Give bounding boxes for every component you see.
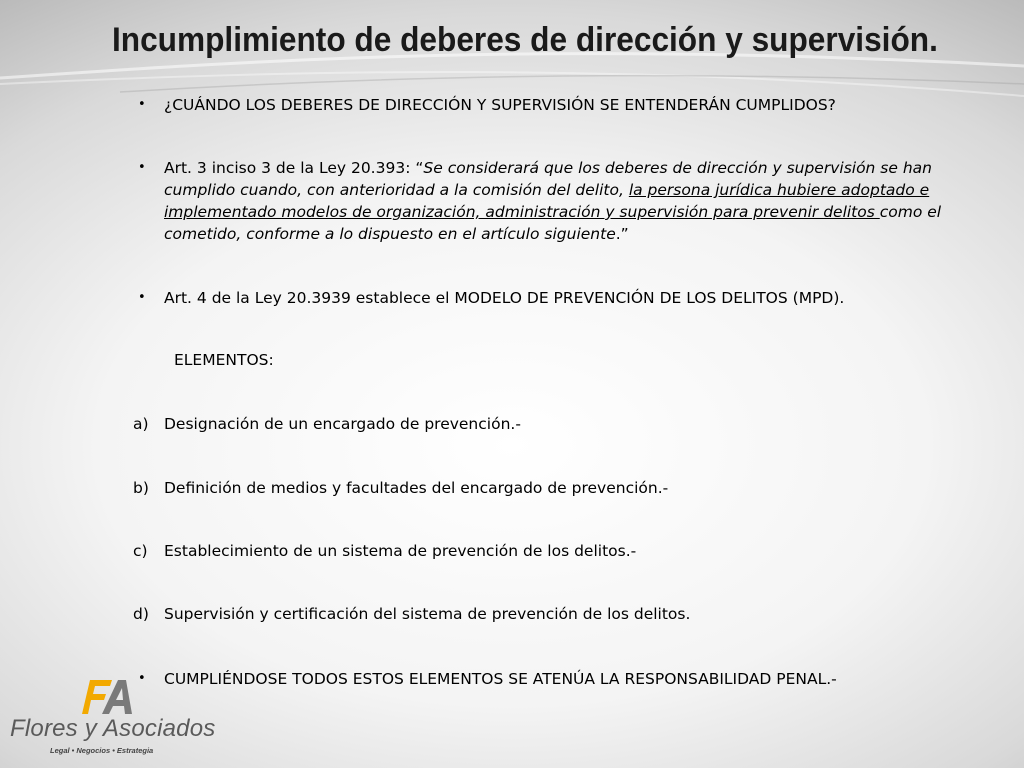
bullet-marker: • [138, 97, 146, 112]
quote-open: : “ [405, 159, 424, 177]
element-item: Supervisión y certificación del sistema de prevención de los delitos. [164, 605, 691, 623]
element-letter: b) [133, 479, 149, 497]
quote-text-underlined: la persona jurídica hubiere adoptado e implementado modelos de organización, administración y supervisión para prevenir delitos [164, 181, 930, 221]
quote-close: .” [615, 225, 629, 243]
slide-title: Incumplimiento de deberes de dirección y supervisión. [112, 21, 938, 59]
conclusion-bullet: CUMPLIÉNDOSE TODOS ESTOS ELEMENTOS SE ATENÚA LA RESPONSABILIDAD PENAL.- [164, 670, 837, 688]
article-4-period: . [839, 289, 845, 307]
elementos-heading: ELEMENTOS: [174, 351, 274, 369]
mpd-label: MODELO DE PREVENCIÓN DE LOS DELITOS (MPD) [454, 289, 840, 307]
bullet-marker: • [138, 671, 146, 686]
element-item: Designación de un encargado de prevención.- [164, 415, 521, 433]
element-letter: c) [133, 542, 148, 560]
element-item: Definición de medios y facultades del encargado de prevención.- [164, 479, 669, 497]
article-4-reference: Art. 4 de la Ley 20.3939 [164, 289, 351, 307]
question-bullet: ¿CUÁNDO LOS DEBERES DE DIRECCIÓN Y SUPERVISIÓN SE ENTENDERÁN CUMPLIDOS? [164, 96, 836, 114]
quote-text-part1: Se considerará que los deberes de dirección y supervisión se han cumplido cuando, con anterioridad a la comisión del delito, [164, 159, 932, 199]
bullet-marker: • [138, 160, 146, 175]
article-3-reference: Art. 3 inciso 3 de la Ley 20.393 [164, 159, 406, 177]
quote-text-part2: como el cometido, conforme a lo dispuesto en el artículo siguiente [164, 203, 942, 243]
element-item: Establecimiento de un sistema de prevención de los delitos.- [164, 542, 637, 560]
article-4-text: establece el [350, 289, 455, 307]
bullet-marker: • [138, 290, 146, 305]
fa-logo-mark [78, 674, 138, 716]
article-4-bullet [164, 287, 974, 309]
logo-tagline: Legal • Negocios • Estrategia [50, 746, 154, 755]
logo-company-name: Flores y Asociados [10, 715, 216, 742]
element-letter: a) [133, 415, 149, 433]
company-logo [8, 674, 216, 764]
article-3-bullet [164, 157, 974, 245]
element-letter: d) [133, 605, 149, 623]
